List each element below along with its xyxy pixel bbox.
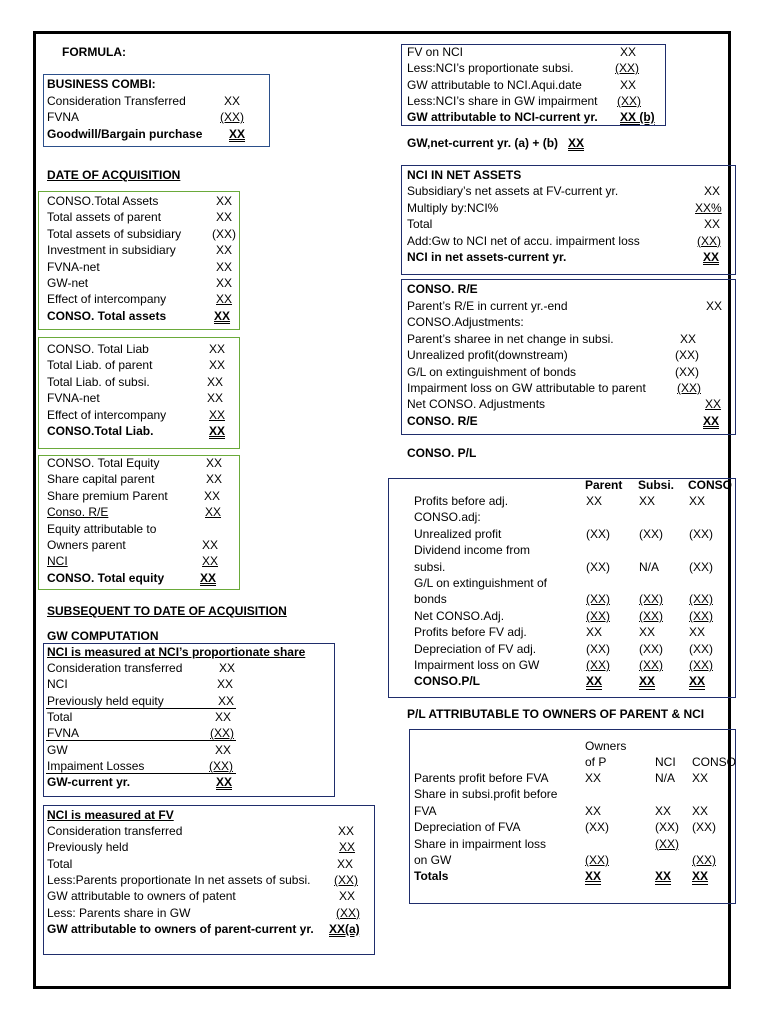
row-value: (XX) <box>675 348 699 363</box>
cell-conso: (XX) <box>689 658 713 672</box>
divider <box>46 773 236 774</box>
row-label: GW attributable to NCI-current yr. <box>407 110 598 125</box>
row-value: XX <box>205 505 222 520</box>
row-label: Add:Gw to NCI net of accu. impairment loss <box>407 233 640 248</box>
cell-parent: (XX) <box>586 658 610 672</box>
row-label: NCI <box>47 554 68 569</box>
cell-nci: N/A <box>655 771 676 785</box>
row-value: XX <box>206 472 223 487</box>
row-value: XX <box>704 184 721 198</box>
date-of-acquisition-title: DATE OF ACQUISITION <box>47 168 181 182</box>
row-label: CONSO.Total Assets <box>47 194 159 208</box>
row-label: Investment in subsidiary <box>47 243 176 258</box>
bc-value: XX <box>224 94 241 108</box>
row-value: (XX) <box>336 905 360 920</box>
row-label: Conso. R/E <box>47 505 109 520</box>
row-value: XX <box>337 856 354 871</box>
conso-re-title: CONSO. R/E <box>407 282 478 296</box>
row-label: Consideration transferred <box>47 824 183 838</box>
row-label: Less:NCI’s share in GW impairment <box>407 93 598 108</box>
row-value: XX <box>705 397 722 412</box>
row-value: XX <box>216 276 233 290</box>
row-value: (XX) <box>615 61 639 76</box>
gw-net-label: GW,net-current yr. (a) + (b) <box>407 136 559 150</box>
row-value: XX <box>200 570 217 585</box>
row-label: FVNA-net <box>47 259 100 274</box>
row-label: FV on NCI <box>407 45 464 59</box>
row-value: XX <box>680 331 697 346</box>
cell-parent: (XX) <box>586 608 610 623</box>
row-label: Totals <box>414 869 449 884</box>
cell-conso: (XX) <box>689 608 713 623</box>
row-label: GW attributable to owners of parent-current yr. <box>47 921 314 936</box>
row-value: XX <box>216 210 233 225</box>
cell-subsi: XX <box>639 494 656 508</box>
row-label: Dividend income from <box>414 543 531 558</box>
row-label: Less:Parents proportionate In net assets of subsi. <box>47 872 311 887</box>
cell-conso: XX <box>692 771 709 785</box>
row-value: XX <box>209 342 226 356</box>
row-label: subsi. <box>414 559 446 574</box>
row-label: Less: Parents share in GW <box>47 905 191 920</box>
cell-nci: XX <box>655 869 672 884</box>
cell-subsi: (XX) <box>639 608 663 623</box>
subsequent-title: SUBSEQUENT TO DATE OF ACQUISITION <box>47 604 287 618</box>
row-value: XX <box>215 742 232 757</box>
row-label: Previously held <box>47 840 129 855</box>
row-label: CONSO. Total equity <box>47 570 165 585</box>
row-label: Total <box>407 217 433 231</box>
cell-conso: (XX) <box>692 853 716 867</box>
row-value: XX <box>209 424 226 438</box>
row-value: XX <box>706 299 723 313</box>
nci-net-assets-title: NCI IN NET ASSETS <box>407 168 522 182</box>
row-value: XX <box>209 358 226 373</box>
gw-computation-title: GW COMPUTATION <box>47 629 159 643</box>
row-label: on GW <box>414 853 452 867</box>
row-label: Unrealized profit <box>414 526 502 541</box>
row-label: Total assets of parent <box>47 210 162 225</box>
row-value: XX <box>703 250 720 264</box>
row-label: Less:NCI’s proportionate subsi. <box>407 61 574 76</box>
row-value: (XX) <box>677 381 701 395</box>
row-label: Net CONSO.Adj. <box>414 608 505 623</box>
row-label: Equity attributable to <box>47 521 157 536</box>
bc-value: XX <box>229 127 246 141</box>
row-label: Total <box>47 856 73 871</box>
row-label: CONSO. Total assets <box>47 308 167 323</box>
cell-subsi: (XX) <box>639 526 663 541</box>
row-label: Impairment loss on GW attributable to parent <box>407 381 646 395</box>
row-label: NCI in net assets-current yr. <box>407 250 567 264</box>
row-value: XX <box>338 824 355 838</box>
row-label: NCI <box>47 677 68 692</box>
row-label: Multiply by:NCI% <box>407 200 499 215</box>
row-value: XX <box>209 407 226 422</box>
pl-attr-header-owners: Owners <box>585 739 627 753</box>
cell-subsi: (XX) <box>639 641 663 656</box>
row-label: CONSO.Total Liab. <box>47 424 154 438</box>
row-value: XX <box>704 217 721 231</box>
row-value: XX <box>207 374 224 389</box>
row-label: FVNA <box>47 726 80 741</box>
cell-owners: XX <box>585 869 602 884</box>
row-value: XX <box>206 456 223 470</box>
row-label: Share premium Parent <box>47 488 168 503</box>
row-label: Depreciation of FV adj. <box>414 641 537 656</box>
row-label: Effect of intercompany <box>47 407 167 422</box>
row-label: Total assets of subsidiary <box>47 226 182 241</box>
row-value: XX <box>216 775 233 790</box>
row-label: Share in subsi.profit before <box>414 787 558 802</box>
bc-label: Goodwill/Bargain purchase <box>47 127 203 141</box>
row-label: Effect of intercompany <box>47 292 167 307</box>
nci-proportionate-title: NCI is measured at NCI’s proportionate share <box>47 645 306 659</box>
divider <box>46 708 236 709</box>
row-value: XX <box>207 391 224 406</box>
row-value: XX <box>219 661 236 675</box>
row-value: XX <box>214 308 231 323</box>
pl-attributable-title: P/L ATTRIBUTABLE TO OWNERS OF PARENT & NCI <box>407 707 705 721</box>
row-label: Net CONSO. Adjustments <box>407 397 546 412</box>
row-label: bonds <box>414 592 447 607</box>
cell-subsi: N/A <box>639 559 660 574</box>
row-label: Impaiment Losses <box>47 758 145 773</box>
cell-parent: (XX) <box>586 526 610 541</box>
cell-conso: (XX) <box>692 820 716 835</box>
pl-attr-header-nci: NCI <box>655 755 676 769</box>
row-label: CONSO. R/E <box>407 413 478 428</box>
row-value: XX <box>217 677 234 692</box>
cell-nci: (XX) <box>655 820 679 835</box>
divider <box>46 740 236 741</box>
row-value: XX% <box>695 200 722 215</box>
row-value: XX (b) <box>620 110 655 125</box>
cell-subsi: XX <box>639 625 656 640</box>
row-label: GW-current yr. <box>47 775 131 790</box>
row-label: Subsidiary’s net assets at FV-current yr. <box>407 184 619 198</box>
row-label: CONSO.adj: <box>414 510 481 525</box>
row-value: XX <box>216 194 233 208</box>
row-value: XX <box>620 77 637 92</box>
row-label: GW <box>47 742 68 757</box>
row-label: Total <box>47 709 73 724</box>
row-value: (XX) <box>212 226 236 241</box>
cell-owners: XX <box>585 771 602 785</box>
cell-parent: (XX) <box>586 592 610 607</box>
conso-pl-header-subsi: Subsi. <box>638 478 675 492</box>
cell-parent: XX <box>586 494 603 508</box>
business-combi-title: BUSINESS COMBI: <box>47 77 156 91</box>
cell-subsi: XX <box>639 674 656 689</box>
row-label: Owners parent <box>47 538 126 552</box>
row-value: XX <box>202 538 219 552</box>
row-value: XX(a) <box>329 921 360 936</box>
row-label: Total Liab. of subsi. <box>47 374 150 389</box>
row-label: CONSO.Adjustments: <box>407 315 524 330</box>
row-value: XX <box>620 45 637 59</box>
row-label: Previously held equity <box>47 693 164 708</box>
bc-value: (XX) <box>220 110 244 124</box>
row-label: Share in impairment loss <box>414 836 547 851</box>
cell-parent: (XX) <box>586 641 610 656</box>
row-label: Total Liab. of parent <box>47 358 153 373</box>
pl-attributable-box <box>409 729 736 904</box>
cell-subsi: (XX) <box>639 592 663 607</box>
cell-nci: XX <box>655 803 672 818</box>
row-value: (XX) <box>210 726 234 741</box>
cell-subsi: (XX) <box>639 658 663 672</box>
row-label: Profits before FV adj. <box>414 625 527 640</box>
conso-pl-header-conso: CONSO <box>688 478 733 492</box>
gw-net-value: XX <box>568 136 585 150</box>
cell-nci: (XX) <box>655 836 679 851</box>
row-label: FVA <box>414 803 437 818</box>
cell-conso: (XX) <box>689 641 713 656</box>
cell-conso: XX <box>689 494 706 508</box>
row-value: XX <box>339 889 356 904</box>
cell-parent: XX <box>586 674 603 689</box>
conso-pl-header-parent: Parent <box>585 478 623 492</box>
row-value: (XX) <box>617 93 641 108</box>
cell-owners: (XX) <box>585 853 609 867</box>
cell-conso: (XX) <box>689 592 713 607</box>
row-label: FVNA-net <box>47 391 100 406</box>
row-value: XX <box>218 693 235 708</box>
row-label: Impairment loss on GW <box>414 658 540 672</box>
cell-owners: XX <box>585 803 602 818</box>
row-value: (XX) <box>209 758 233 773</box>
bc-label: FVNA <box>47 110 80 124</box>
cell-conso: XX <box>689 674 706 689</box>
row-label: Parent’s sharee in net change in subsi. <box>407 331 614 346</box>
row-label: GW attributable to NCI.Aqui.date <box>407 77 582 92</box>
row-value: XX <box>215 709 232 724</box>
row-label: Depreciation of FVA <box>414 820 521 835</box>
row-value: XX <box>703 413 720 428</box>
cell-conso: XX <box>692 869 709 884</box>
row-label: CONSO. Total Liab <box>47 342 149 356</box>
cell-conso: (XX) <box>689 526 713 541</box>
row-value: (XX) <box>334 872 358 887</box>
row-label: GW attributable to owners of patent <box>47 889 236 904</box>
row-value: XX <box>339 840 356 855</box>
cell-parent: XX <box>586 625 603 640</box>
nci-fv-title: NCI is measured at FV <box>47 808 174 822</box>
row-value: (XX) <box>675 364 699 379</box>
row-label: G/L on extinguishment of <box>414 576 547 590</box>
row-label: CONSO. Total Equity <box>47 456 160 470</box>
row-value: XX <box>216 259 233 274</box>
row-label: GW-net <box>47 276 89 290</box>
row-label: Profits before adj. <box>414 494 509 508</box>
row-value: XX <box>202 554 219 569</box>
row-label: G/L on extinguishment of bonds <box>407 364 576 379</box>
row-label: CONSO.P/L <box>414 674 481 689</box>
row-label: Consideration transferred <box>47 661 183 675</box>
pl-attr-header-conso: CONSO <box>692 755 737 769</box>
row-value: XX <box>204 488 221 503</box>
cell-conso: XX <box>689 625 706 640</box>
row-value: (XX) <box>697 233 721 248</box>
row-label: Unrealized profit(downstream) <box>407 348 568 363</box>
conso-pl-title: CONSO. P/L <box>407 446 477 460</box>
row-value: XX <box>216 243 233 258</box>
row-label: Parent’s R/E in current yr.-end <box>407 299 568 313</box>
row-label: Parents profit before FVA <box>414 771 549 785</box>
cell-parent: (XX) <box>586 559 610 574</box>
cell-owners: (XX) <box>585 820 609 835</box>
pl-attr-header-owners-2: of P <box>585 755 607 769</box>
row-value: XX <box>216 292 233 307</box>
cell-conso: XX <box>692 803 709 818</box>
row-label: Share capital parent <box>47 472 155 487</box>
cell-conso: (XX) <box>689 559 713 574</box>
bc-label: Consideration Transferred <box>47 94 186 108</box>
formula-label: FORMULA: <box>62 45 126 59</box>
